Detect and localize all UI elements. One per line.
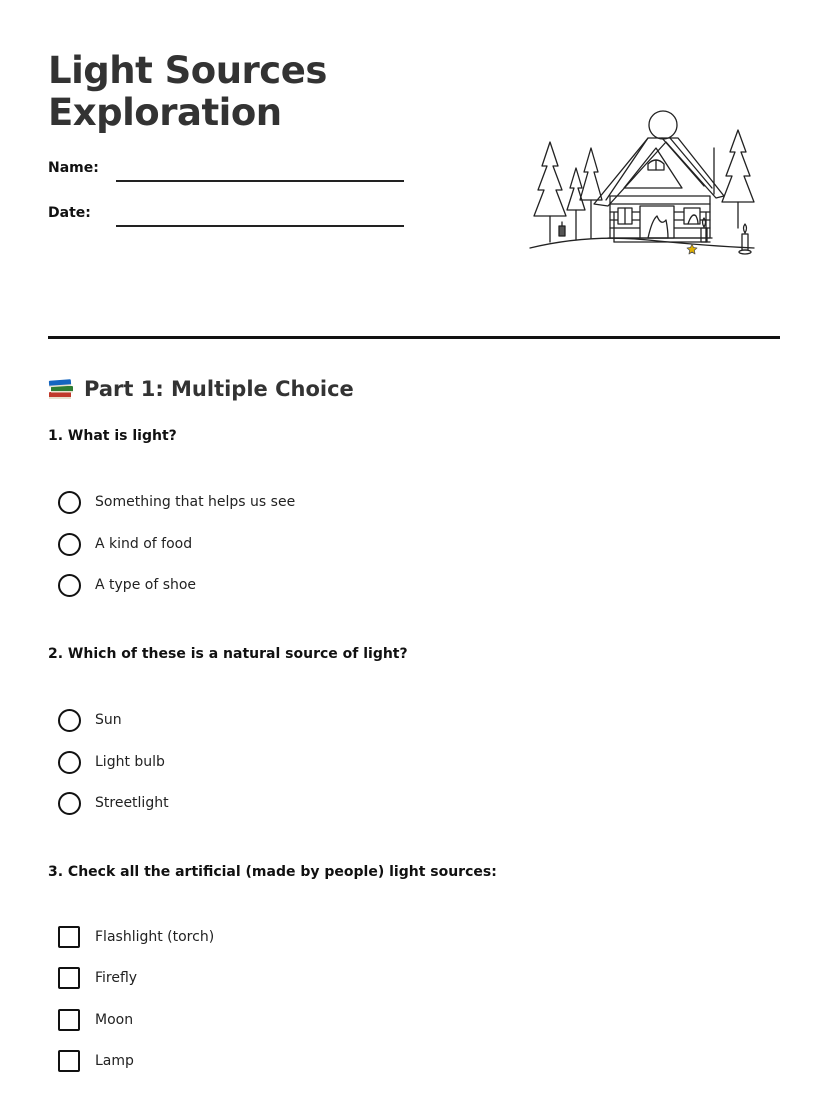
checkbox[interactable] bbox=[58, 1009, 80, 1031]
q2-option-1[interactable] bbox=[58, 707, 122, 733]
name-input-line[interactable] bbox=[116, 180, 404, 182]
date-field[interactable] bbox=[48, 205, 408, 229]
option-label: Light bulb bbox=[95, 754, 165, 770]
q3-option-4[interactable] bbox=[58, 1048, 134, 1074]
ground-line bbox=[530, 238, 754, 248]
option-label: A kind of food bbox=[95, 536, 193, 552]
cabin-illustration bbox=[528, 108, 760, 260]
title-line-1: Light Sources bbox=[48, 49, 327, 92]
option-label: Flashlight (torch) bbox=[95, 929, 215, 945]
question-1: 1. What is light? bbox=[48, 428, 177, 444]
radio-button[interactable] bbox=[58, 709, 81, 732]
q1-option-3[interactable] bbox=[58, 572, 196, 598]
title-line-2: Exploration bbox=[48, 91, 282, 134]
candle-icon bbox=[739, 224, 751, 254]
date-label: Date: bbox=[48, 205, 91, 221]
checkbox[interactable] bbox=[58, 967, 80, 989]
question-2: 2. Which of these is a natural source of light? bbox=[48, 646, 408, 662]
checkbox[interactable] bbox=[58, 1050, 80, 1072]
part1-heading bbox=[48, 374, 354, 404]
worksheet-page bbox=[48, 0, 780, 1118]
name-label: Name: bbox=[48, 160, 99, 176]
radio-button[interactable] bbox=[58, 574, 81, 597]
radio-button[interactable] bbox=[58, 533, 81, 556]
section-divider bbox=[48, 336, 780, 339]
q1-option-2[interactable] bbox=[58, 531, 192, 557]
lantern-icon bbox=[559, 222, 565, 236]
part1-title: Part 1: Multiple Choice bbox=[84, 377, 354, 401]
q2-option-2[interactable] bbox=[58, 749, 165, 775]
option-label: Firefly bbox=[95, 970, 138, 986]
option-label: A type of shoe bbox=[95, 577, 197, 593]
option-label: Something that helps us see bbox=[95, 494, 296, 510]
option-label: Lamp bbox=[95, 1053, 134, 1069]
radio-button[interactable] bbox=[58, 792, 81, 815]
star-icon bbox=[687, 244, 697, 254]
q3-option-1[interactable] bbox=[58, 924, 214, 950]
books-icon bbox=[48, 377, 74, 401]
tree-icon bbox=[580, 148, 602, 238]
q3-option-3[interactable] bbox=[58, 1007, 133, 1033]
question-3: 3. Check all the artificial (made by people) light sources: bbox=[48, 864, 497, 880]
tree-icon bbox=[567, 168, 585, 240]
radio-button[interactable] bbox=[58, 751, 81, 774]
option-label: Moon bbox=[95, 1012, 134, 1028]
date-input-line[interactable] bbox=[116, 225, 404, 227]
radio-button[interactable] bbox=[58, 491, 81, 514]
q2-option-3[interactable] bbox=[58, 790, 169, 816]
checkbox[interactable] bbox=[58, 926, 80, 948]
option-label: Streetlight bbox=[95, 795, 169, 811]
moon-icon bbox=[649, 111, 677, 139]
q3-option-2[interactable] bbox=[58, 965, 137, 991]
page-title bbox=[48, 50, 327, 134]
tree-icon bbox=[722, 130, 754, 228]
q1-option-1[interactable] bbox=[58, 489, 295, 515]
option-label: Sun bbox=[95, 712, 122, 728]
name-field[interactable] bbox=[48, 160, 408, 184]
